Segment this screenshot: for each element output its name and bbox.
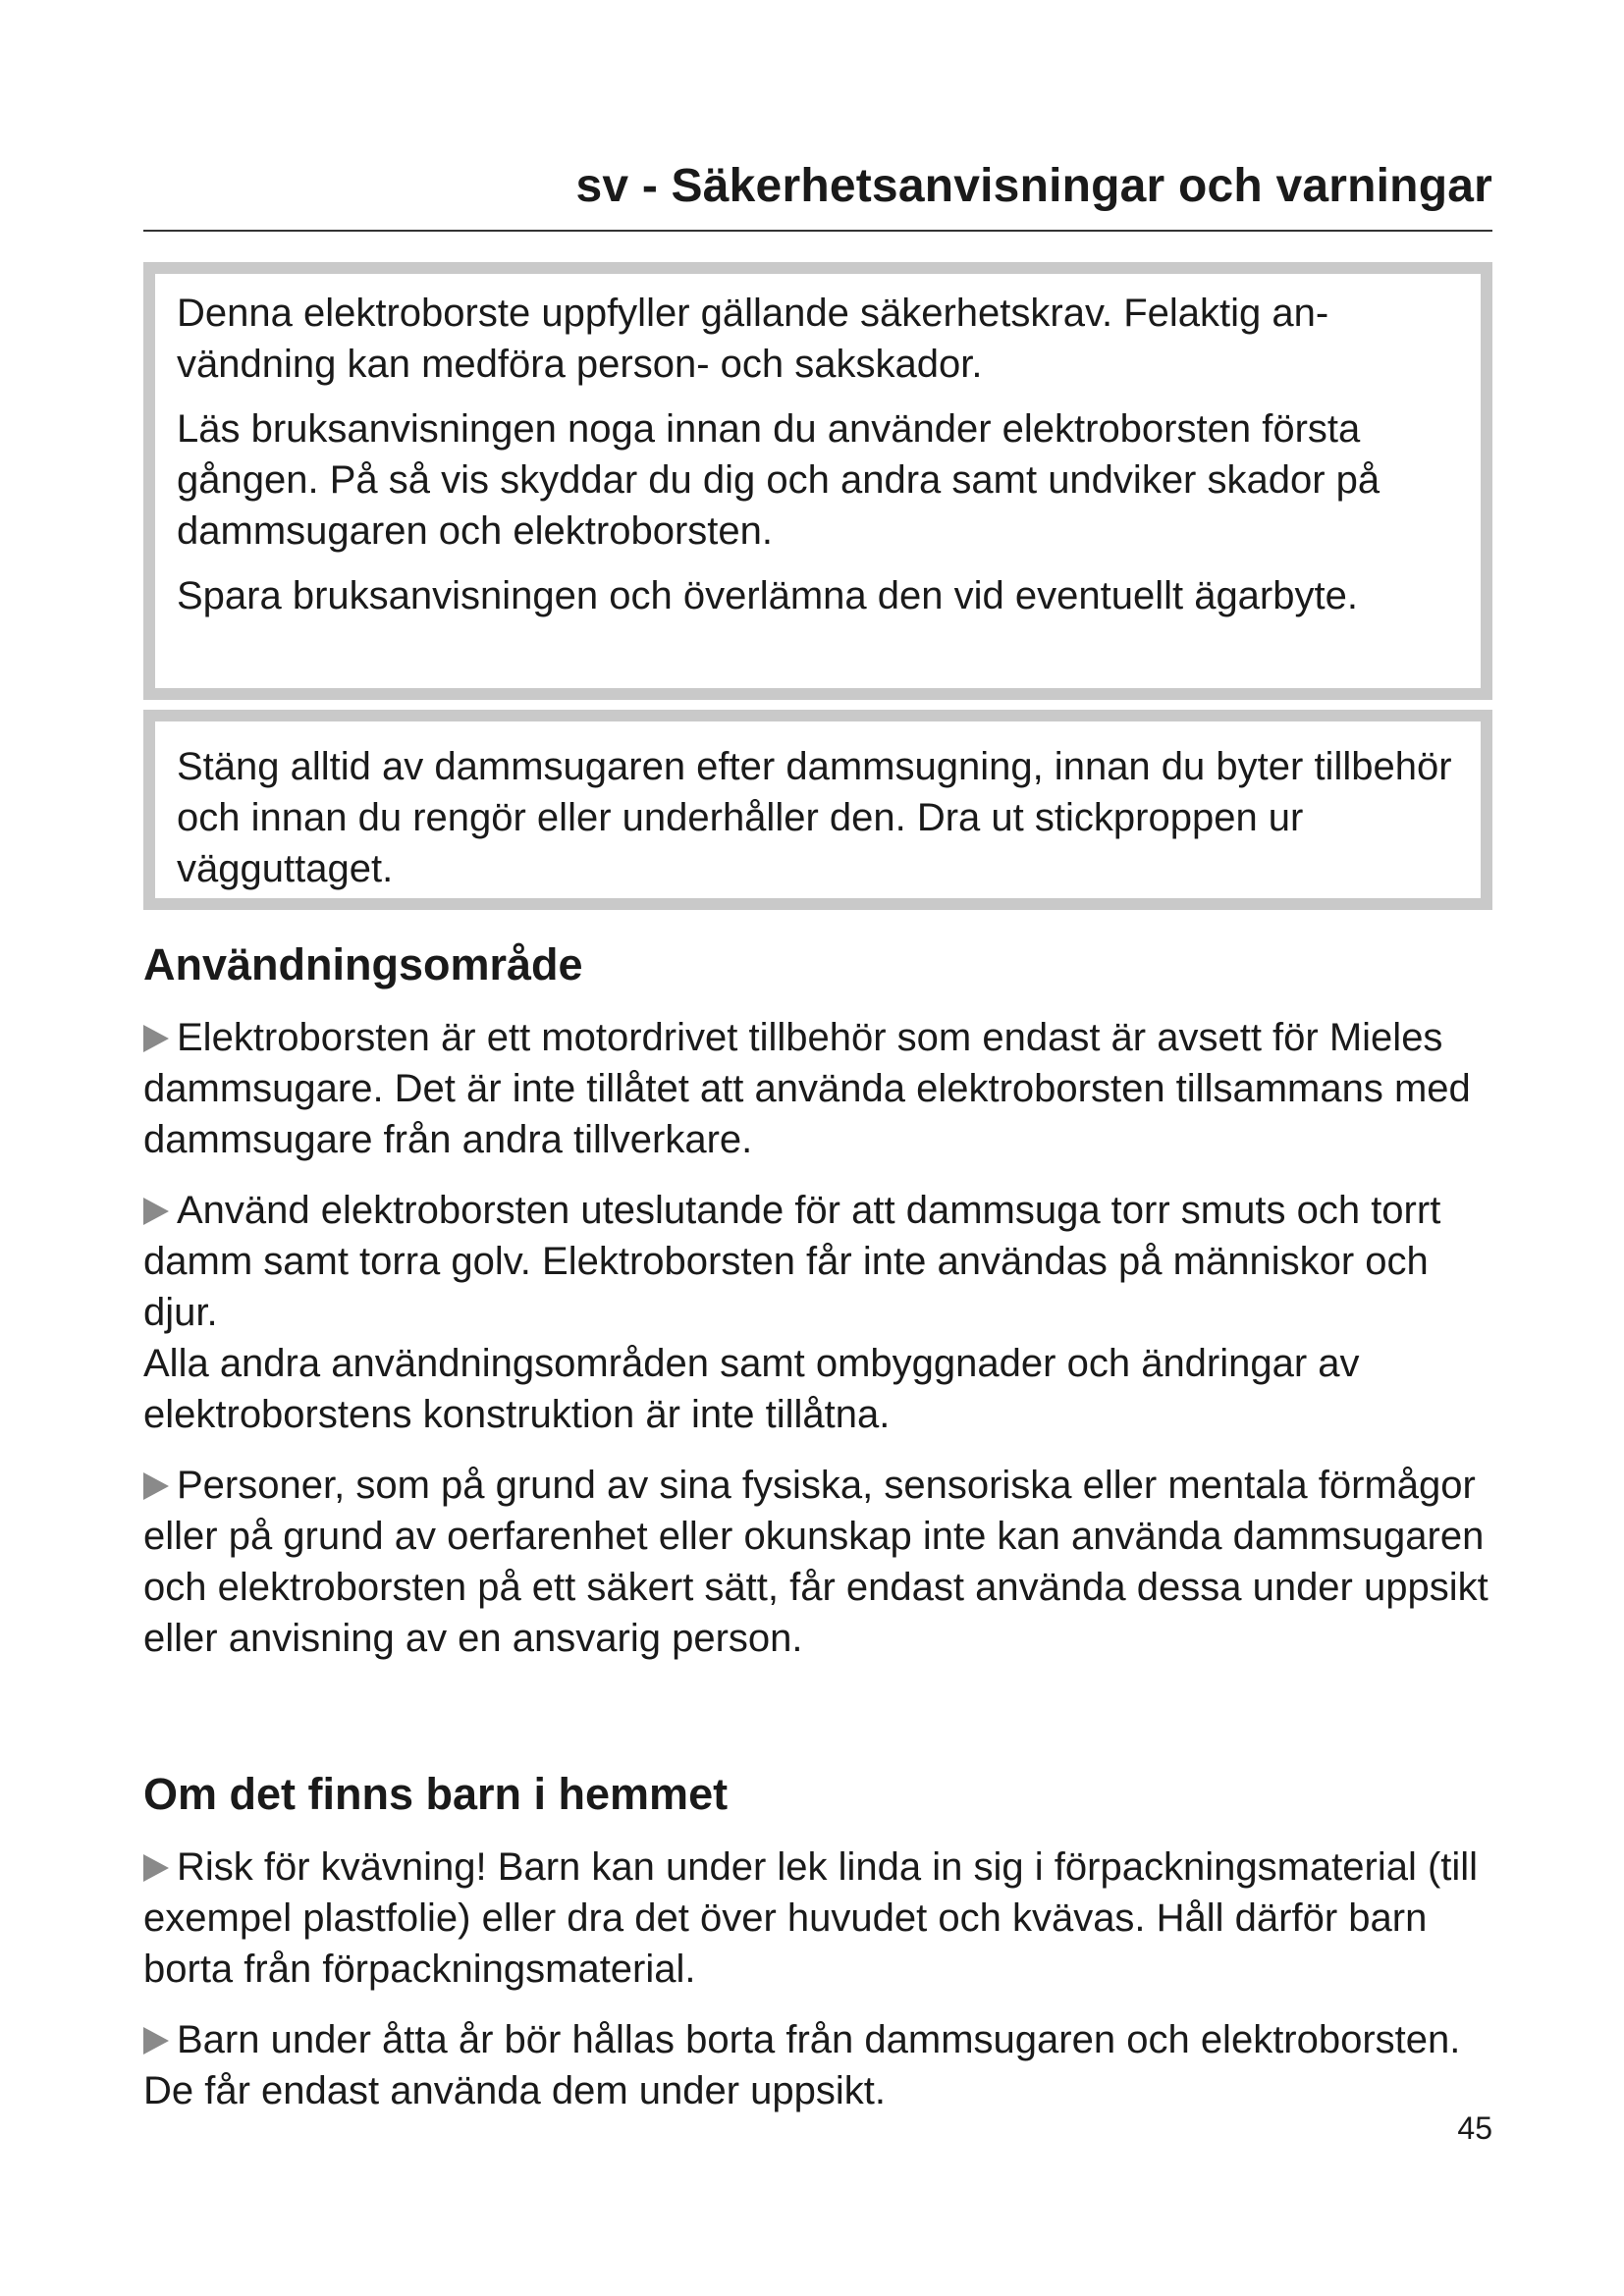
triangle-bullet-icon (143, 1198, 169, 1225)
bullet-item (143, 2014, 1492, 2116)
bullet-item (143, 1460, 1492, 1664)
page-number: 45 (1457, 2110, 1492, 2146)
header-title: sv - Säkerhetsanvisningar och varningar (575, 160, 1492, 212)
section-usage (143, 937, 1492, 1683)
notice-paragraph: Denna elektroborste uppfyller gällande säkerhetskrav. Felaktig användning kan medföra person- och sakskador. (177, 292, 1329, 386)
page-header (143, 155, 1492, 232)
warning-paragraph: Stäng alltid av dammsugaren efter dammsugning, innan du byter tillbehör och innan du rengör eller underhåller den. Dra ut stickproppen ur vägguttaget. (177, 745, 1452, 890)
bullet-continuation: Alla andra användningsområden samt ombyggnader och ändringar av elektroborstens konstruktion är inte tillåtna. (143, 1342, 1360, 1436)
unplug-warning-box (143, 710, 1492, 910)
notice-paragraph: Läs bruksanvisningen noga innan du använder elektroborsten första gången. På så vis skyddar du dig och andra samt undviker skador på dammsugaren och elektroborsten. (177, 407, 1380, 553)
safety-notice-box (143, 262, 1492, 700)
section-heading: Användningsområde (143, 939, 583, 989)
bullet-item (143, 1012, 1492, 1165)
section-heading: Om det finns barn i hemmet (143, 1769, 729, 1819)
bullet-item (143, 1185, 1492, 1338)
bullet-item (143, 1842, 1492, 1995)
triangle-bullet-icon (143, 1472, 169, 1500)
notice-paragraph: Spara bruksanvisningen och överlämna den vid eventuellt ägarbyte. (177, 574, 1358, 617)
triangle-bullet-icon (143, 2027, 169, 2055)
triangle-bullet-icon (143, 1854, 169, 1882)
bullet-text: Risk för kvävning! Barn kan under lek linda in sig i förpackningsmaterial (till exempel plastfolie) eller dra det över huvudet och kvävas. Håll därför barn borta från förpackningsmaterial. (143, 1845, 1479, 1991)
bullet-text: Använd elektroborsten uteslutande för att dammsuga torr smuts och torrt damm samt torra golv. Elektroborsten får inte användas på människor och djur. (143, 1189, 1441, 1334)
section-children (143, 1767, 1492, 2136)
bullet-text: Elektroborsten är ett motordrivet tillbehör som endast är avsett för Mieles dammsugare. Det är inte tillåtet att använda elektroborsten tillsammans med dammsugare från andra tillverkare. (143, 1016, 1471, 1161)
bullet-text: Barn under åtta år bör hållas borta från dammsugaren och elektroborsten. De får endast använda dem under uppsikt. (143, 2018, 1461, 2112)
triangle-bullet-icon (143, 1025, 169, 1052)
bullet-text: Personer, som på grund av sina fysiska, sensoriska eller mentala förmågor eller på grund av oerfarenhet eller okunskap inte kan använda dammsugaren och elektroborsten på ett säkert sätt, får endast använda dessa under uppsikt eller anvisning av en ansvarig person. (143, 1464, 1489, 1660)
